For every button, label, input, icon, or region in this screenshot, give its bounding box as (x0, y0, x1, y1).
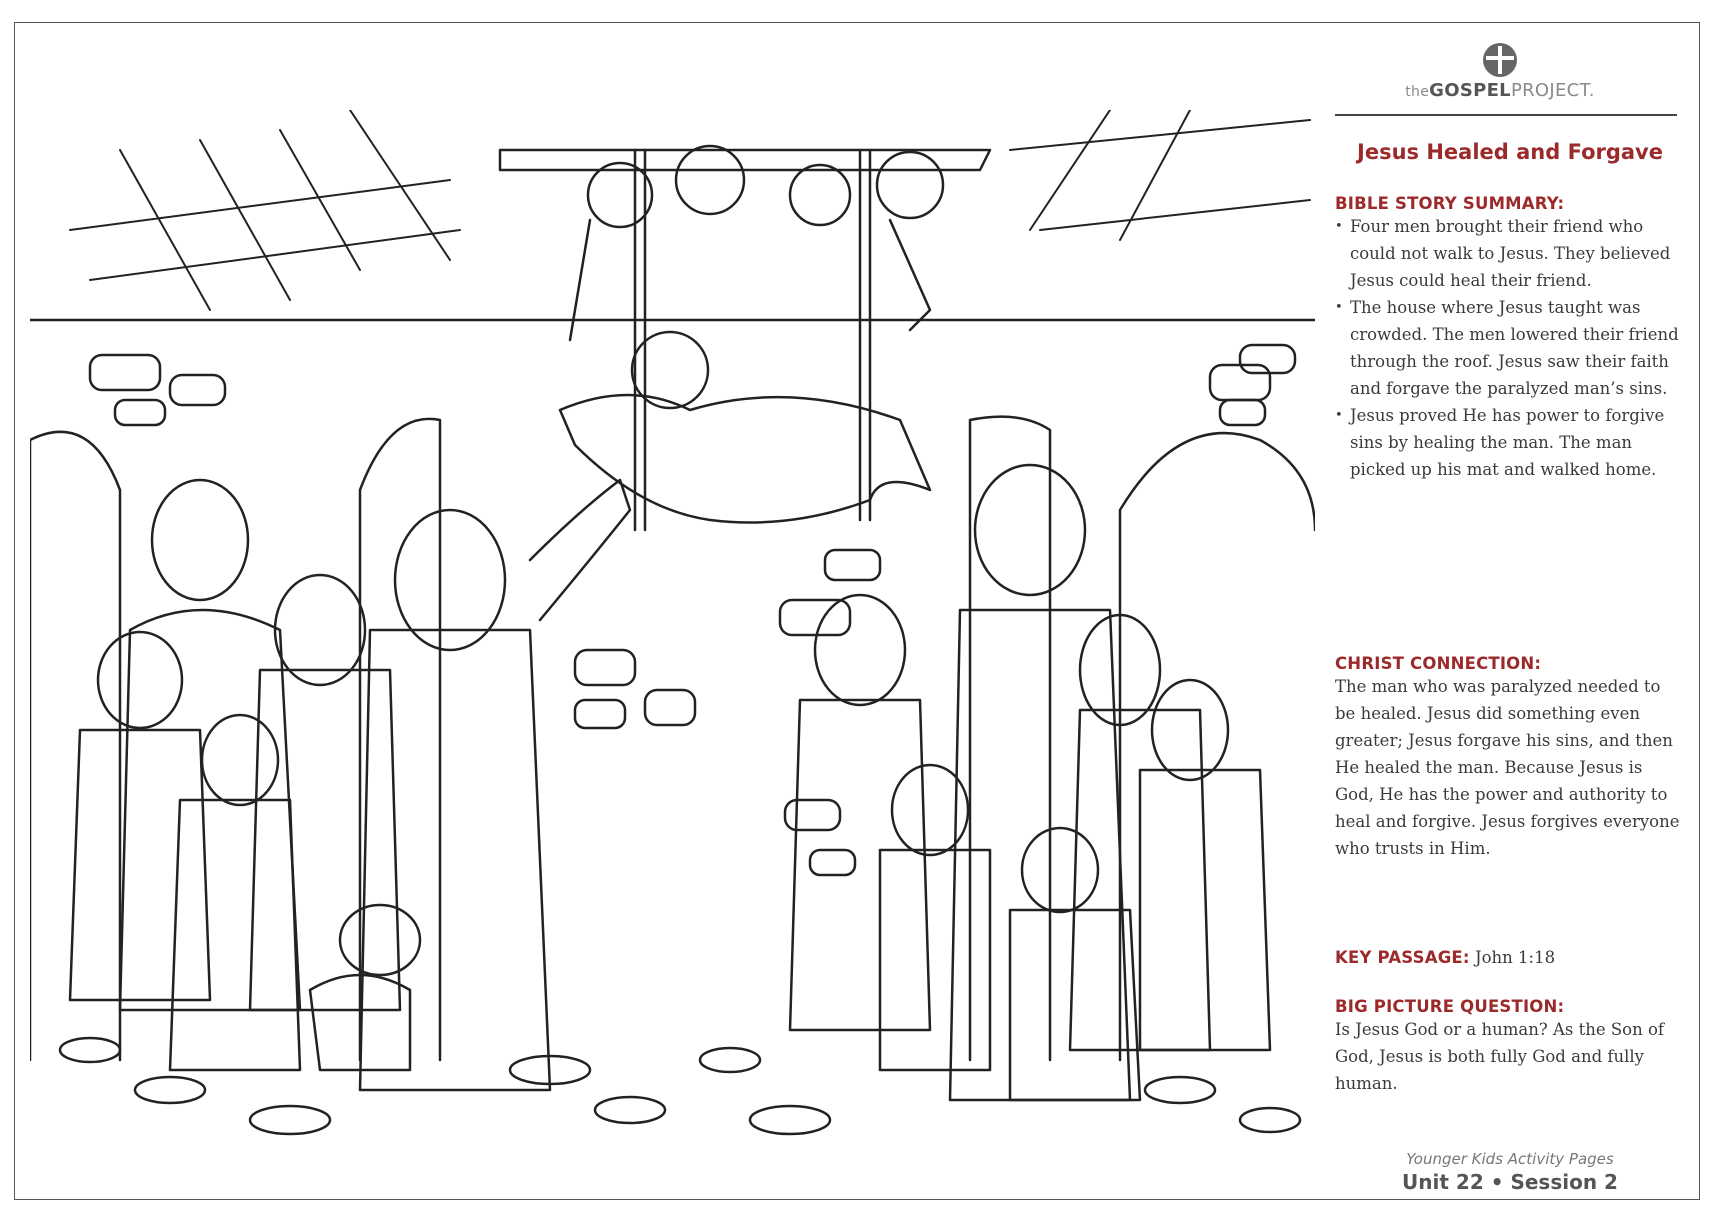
big-picture-heading: BIG PICTURE QUESTION: (1335, 997, 1565, 1016)
left-arch (30, 432, 120, 1060)
men-on-roof (570, 146, 943, 340)
key-passage-heading: KEY PASSAGE: (1335, 948, 1470, 967)
logo-divider (1335, 114, 1677, 116)
footer-subtitle: Younger Kids Activity Pages (1406, 1150, 1614, 1168)
dog-figure (310, 905, 420, 1070)
info-panel (1335, 22, 1685, 1200)
christ-connection (1335, 654, 1680, 862)
page-title: Jesus Healed and Forgave (1357, 140, 1663, 164)
big-picture-question (1335, 997, 1680, 1097)
logo-rest: PROJECT. (1510, 80, 1595, 101)
page-footer (1335, 1150, 1685, 1194)
wall-bricks (90, 345, 1295, 875)
big-picture-text: Is Jesus God or a human? As the Son of God, Jesus is both fully God and fully human. (1335, 1020, 1664, 1093)
summary-list (1335, 213, 1680, 483)
right-arch (1120, 433, 1315, 1060)
christ-connection-heading: CHRIST CONNECTION: (1335, 654, 1542, 673)
summary-bullet: • Jesus proved He has power to forgive sins by healing the man. The man picked up his mat and walked home. (1335, 402, 1680, 483)
ground-stones (60, 1038, 1300, 1134)
ropes (635, 150, 870, 530)
footer-unit-session: Unit 22 • Session 2 (1402, 1170, 1618, 1194)
summary-heading: BIBLE STORY SUMMARY: (1335, 194, 1565, 213)
key-passage (1335, 944, 1680, 971)
gospel-project-logo (1335, 80, 1665, 101)
key-passage-text: John 1:18 (1474, 948, 1556, 967)
bible-story-summary (1335, 194, 1680, 483)
summary-bullet: • Four men brought their friend who could not walk to Jesus. They believed Jesus could heal their friend. (1335, 213, 1680, 294)
coloring-illustration (30, 110, 1315, 1145)
mat-with-man (560, 395, 930, 523)
christ-connection-text: The man who was paralyzed needed to be healed. Jesus did something even greater; Jesus forgave his sins, and then He healed the man. Because Jesus is God, He has the power and authority to heal and forgive. Jesus forgives everyone who trusts in Him. (1335, 677, 1680, 858)
logo-bold: GOSPEL (1429, 80, 1511, 101)
roof-rafters (70, 110, 1310, 310)
summary-bullet: • The house where Jesus taught was crowded. The men lowered their friend through the roof. Jesus saw their faith and forgave the paralyzed man’s sins. (1335, 294, 1680, 402)
logo-prefix: the (1405, 84, 1430, 100)
cross-logo-icon (1480, 40, 1520, 80)
people-right (790, 465, 1270, 1100)
